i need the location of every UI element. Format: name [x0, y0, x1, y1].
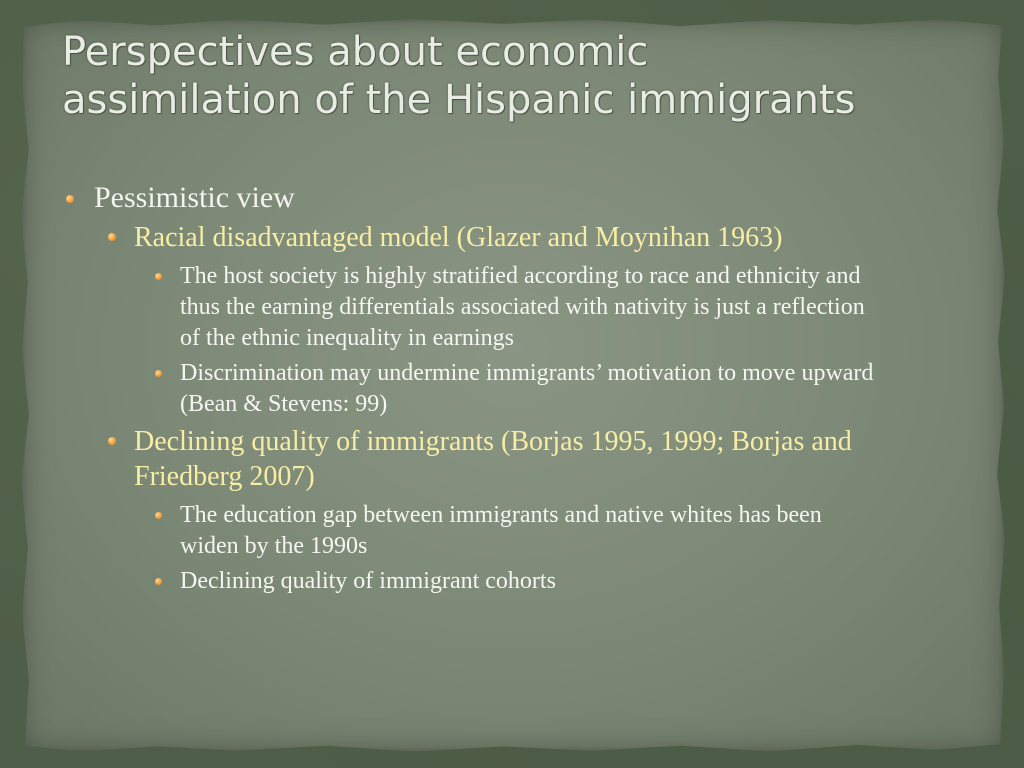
detail-bullet-stratified — [140, 261, 880, 354]
bullet-pessimistic-view — [60, 180, 880, 216]
slide-title — [62, 28, 982, 124]
detail-bullet-row — [140, 261, 880, 354]
sub-bullet-racial-model — [100, 220, 880, 420]
bullet-dot-icon — [66, 195, 74, 203]
sub-bullet-text: Racial disadvantaged model (Glazer and Moynihan 1963) — [134, 222, 783, 253]
detail-list — [140, 500, 880, 597]
detail-bullet-text: The host society is highly stratified according to race and ethnicity and thus the earning differentials associated with nativity is just a reflection of the ethnic inequality in earnings — [180, 263, 865, 351]
detail-bullet-text: Discrimination may undermine immigrants’ motivation to move upward (Bean & Stevens: 99) — [180, 360, 874, 417]
detail-bullet-row — [140, 566, 880, 597]
detail-bullet-discrimination — [140, 358, 880, 420]
sub-bullet-row — [100, 424, 880, 494]
detail-bullet-text: Declining quality of immigrant cohorts — [180, 568, 556, 594]
slide-body — [60, 180, 880, 597]
detail-bullet-cohorts — [140, 566, 880, 597]
detail-bullet-row — [140, 500, 880, 562]
bullet-dot-icon — [155, 370, 162, 377]
bullet-text: Pessimistic view — [94, 181, 295, 214]
sub-bullet-row — [100, 220, 880, 255]
bullet-dot-icon — [155, 273, 162, 280]
detail-list — [140, 261, 880, 420]
sub-list-container — [60, 220, 880, 597]
sub-bullet-text: Declining quality of immigrants (Borjas 1995, 1999; Borjas and Friedberg 2007) — [134, 426, 852, 492]
bullet-dot-icon — [155, 578, 162, 585]
slide-title-line-1: Perspectives about economic — [62, 29, 649, 75]
bullet-list — [60, 180, 880, 597]
slide-title-line-2: assimilation of the Hispanic immigrants — [62, 77, 856, 123]
sub-bullet-declining-quality — [100, 424, 880, 597]
sub-bullet-list — [100, 220, 880, 597]
bullet-dot-icon — [108, 437, 116, 445]
bullet-dot-icon — [155, 512, 162, 519]
detail-bullet-text: The education gap between immigrants and native whites has been widen by the 1990s — [180, 502, 822, 559]
bullet-dot-icon — [108, 233, 116, 241]
detail-bullet-row — [140, 358, 880, 420]
detail-bullet-education-gap — [140, 500, 880, 562]
